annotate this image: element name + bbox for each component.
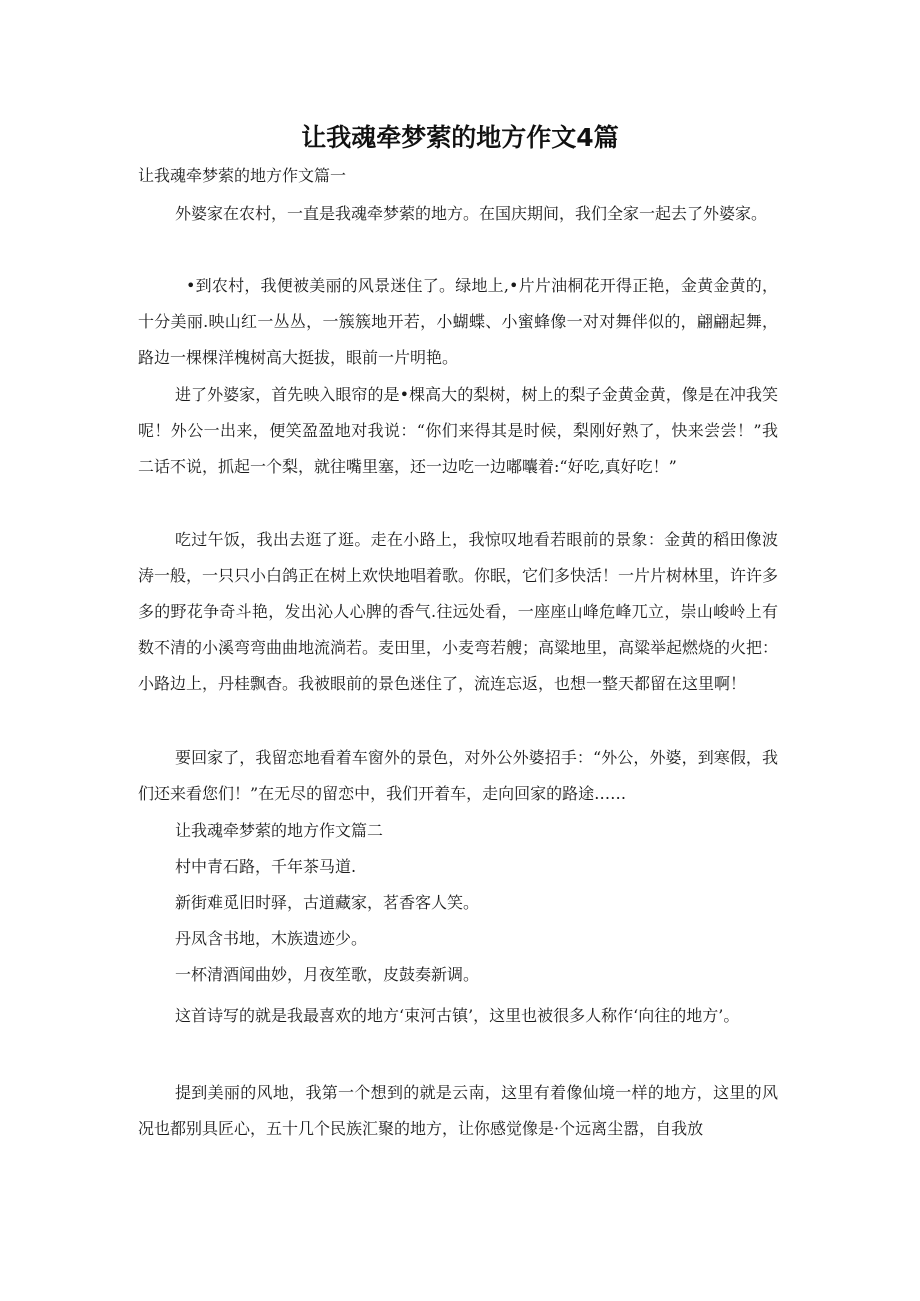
paragraph: 进了外婆家，首先映入眼帘的是•棵高大的梨树，树上的梨子金黄金黄，像是在冲我笑呢！外公一出来，便笑盈盈地对我说：“你们来得其是时候，梨刚好熟了，快来尝尝！”我二话不说，抓起一个梨，就往嘴里塞，还一边吃一边嘟囔着:“好吃,真好吃！” xyxy=(138,385,778,476)
document-title: 让我魂牵梦萦的地方作文4篇 xyxy=(301,123,619,152)
poem-line: 村中青石路，千年茶马道. xyxy=(175,857,357,876)
section-heading-2: 让我魂牵梦萦的地方作文篇二 xyxy=(175,821,384,840)
section-heading-1: 让我魂牵梦萦的地方作文篇一 xyxy=(138,166,347,185)
paragraph: 这首诗写的就是我最喜欢的地方‘束河古镇’，这里也被很多人称作‘向往的地方’。 xyxy=(175,1006,740,1025)
paragraph: 要回家了，我留恋地看着车窗外的景色，对外公外婆招手：“外公，外婆，到寒假，我们还来看您们！”在无尽的留恋中，我们开着车，走向回家的路途…… xyxy=(138,748,778,803)
poem-line: 一杯清酒闻曲妙，月夜笙歌，皮鼓奏新调。 xyxy=(175,965,480,984)
poem-line: 新街难觅旧时驿，古道藏家，茗香客人笑。 xyxy=(175,893,480,912)
paragraph: 外婆家在农村，一直是我魂牵梦萦的地方。在国庆期间，我们全家一起去了外婆家。 xyxy=(175,204,768,223)
paragraph: •到农村，我便被美丽的风景迷住了。绿地上,•片片油桐花开得正艳，金黄金黄的，十分美丽.映山红一丛丛，一簇簇地开若，小蝴蝶、小蜜蜂像一对对舞伴似的，翩翩起舞，路边一棵棵洋槐树高大挺拔，眼前一片明艳。 xyxy=(138,276,778,367)
paragraph: 提到美丽的风地，我第一个想到的就是云南，这里有着像仙境一样的地方，这里的风况也都别具匠心，五十几个民族汇聚的地方，让你感觉像是·个远离尘嚣，自我放 xyxy=(138,1083,778,1138)
poem-line: 丹凤含书地，木族遗迹少。 xyxy=(175,929,368,948)
paragraph: 吃过午饭，我出去逛了逛。走在小路上，我惊叹地看若眼前的景象：金黄的稻田像波涛一般，一只只小白鸽正在树上欢快地唱着歌。你眠，它们多快活！一片片树林里，许许多多的野花争奇斗艳，发出沁人心脾的香气.往远处看，一座座山峰危峰兀立，崇山峻岭上有数不清的小溪弯弯曲曲地流淌若。麦田里，小麦弯若艘；高粱地里，高粱举起燃烧的火把：小路边上，丹桂飘杳。我被眼前的景色迷住了，流连忘返，也想一整天都留在这里啊！ xyxy=(138,530,779,693)
